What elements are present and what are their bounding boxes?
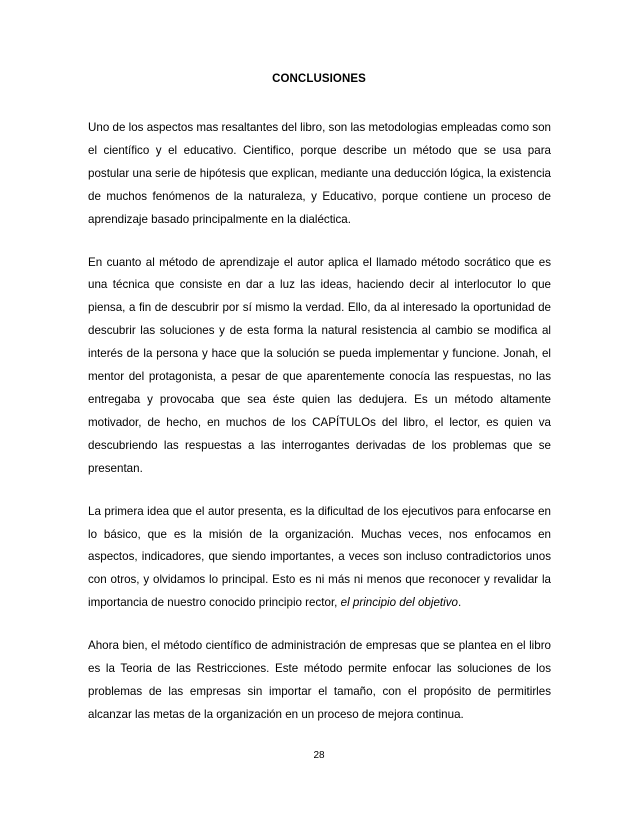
body-text [88,117,551,747]
page-title: CONCLUSIONES [272,73,366,85]
paragraph-3-text: La primera idea que el autor presenta, es la dificultad de los ejecutivos para enfocarse en lo básico, que es la misión de la organización. Muchas veces, nos enfocamos en aspectos, indicadores, que siendo importantes, a veces son incluso contradictorios unos con otros, y olvidamos lo principal. Esto es ni más ni menos que reconocer y revalidar la importancia de nuestro conocido principio rector, [88,504,551,610]
paragraph-4: Ahora bien, el método científico de administración de empresas que se plantea en el libro es la Teoria de las Restricciones. Este método permite enfocar las soluciones de los problemas de las empresas sin importar el tamaño, con el propósito de permitirles alcanzar las metas de la organización en un proceso de mejora continua. [88,639,551,721]
paragraph-3-end: . [457,596,462,610]
paragraph-2: En cuanto al método de aprendizaje el autor aplica el llamado método socrático que es una técnica que consiste en dar a luz las ideas, haciendo decir al interlocutor lo que piensa, a fin de descubrir por sí mismo la verdad. Ello, da al interesado la oportunidad de descubrir las soluciones y de esta forma la natural resistencia al cambio se modifica al interés de la persona y hace que la solución se pueda implementar y funcione. Jonah, el mentor del protagonista, a pesar de que aparentemente conocía las respuestas, no las entregaba y provocaba que sea éste quien las dedujera. Es un método altamente motivador, de hecho, en muchos de los CAPÍTULOs del libro, el lector, es quien va descubriendo las respuestas a las interrogantes derivadas de los problemas que se presentan. [88,255,551,475]
paragraph-3 [88,501,551,616]
paragraph-3-italic: el principio del objetivo [340,596,458,610]
page-number: 28 [313,750,325,761]
paragraph-1: Uno de los aspectos mas resaltantes del libro, son las metodologias empleadas como son el científico y el educativo. Cientifico, porque describe un método que se usa para postular una serie de hipótesis que explican, mediante una deducción lógica, la existencia de muchos fenómenos de la naturaleza, y Educativo, porque contiene un proceso de aprendizaje basado principalmente en la dialéctica. [88,121,551,226]
